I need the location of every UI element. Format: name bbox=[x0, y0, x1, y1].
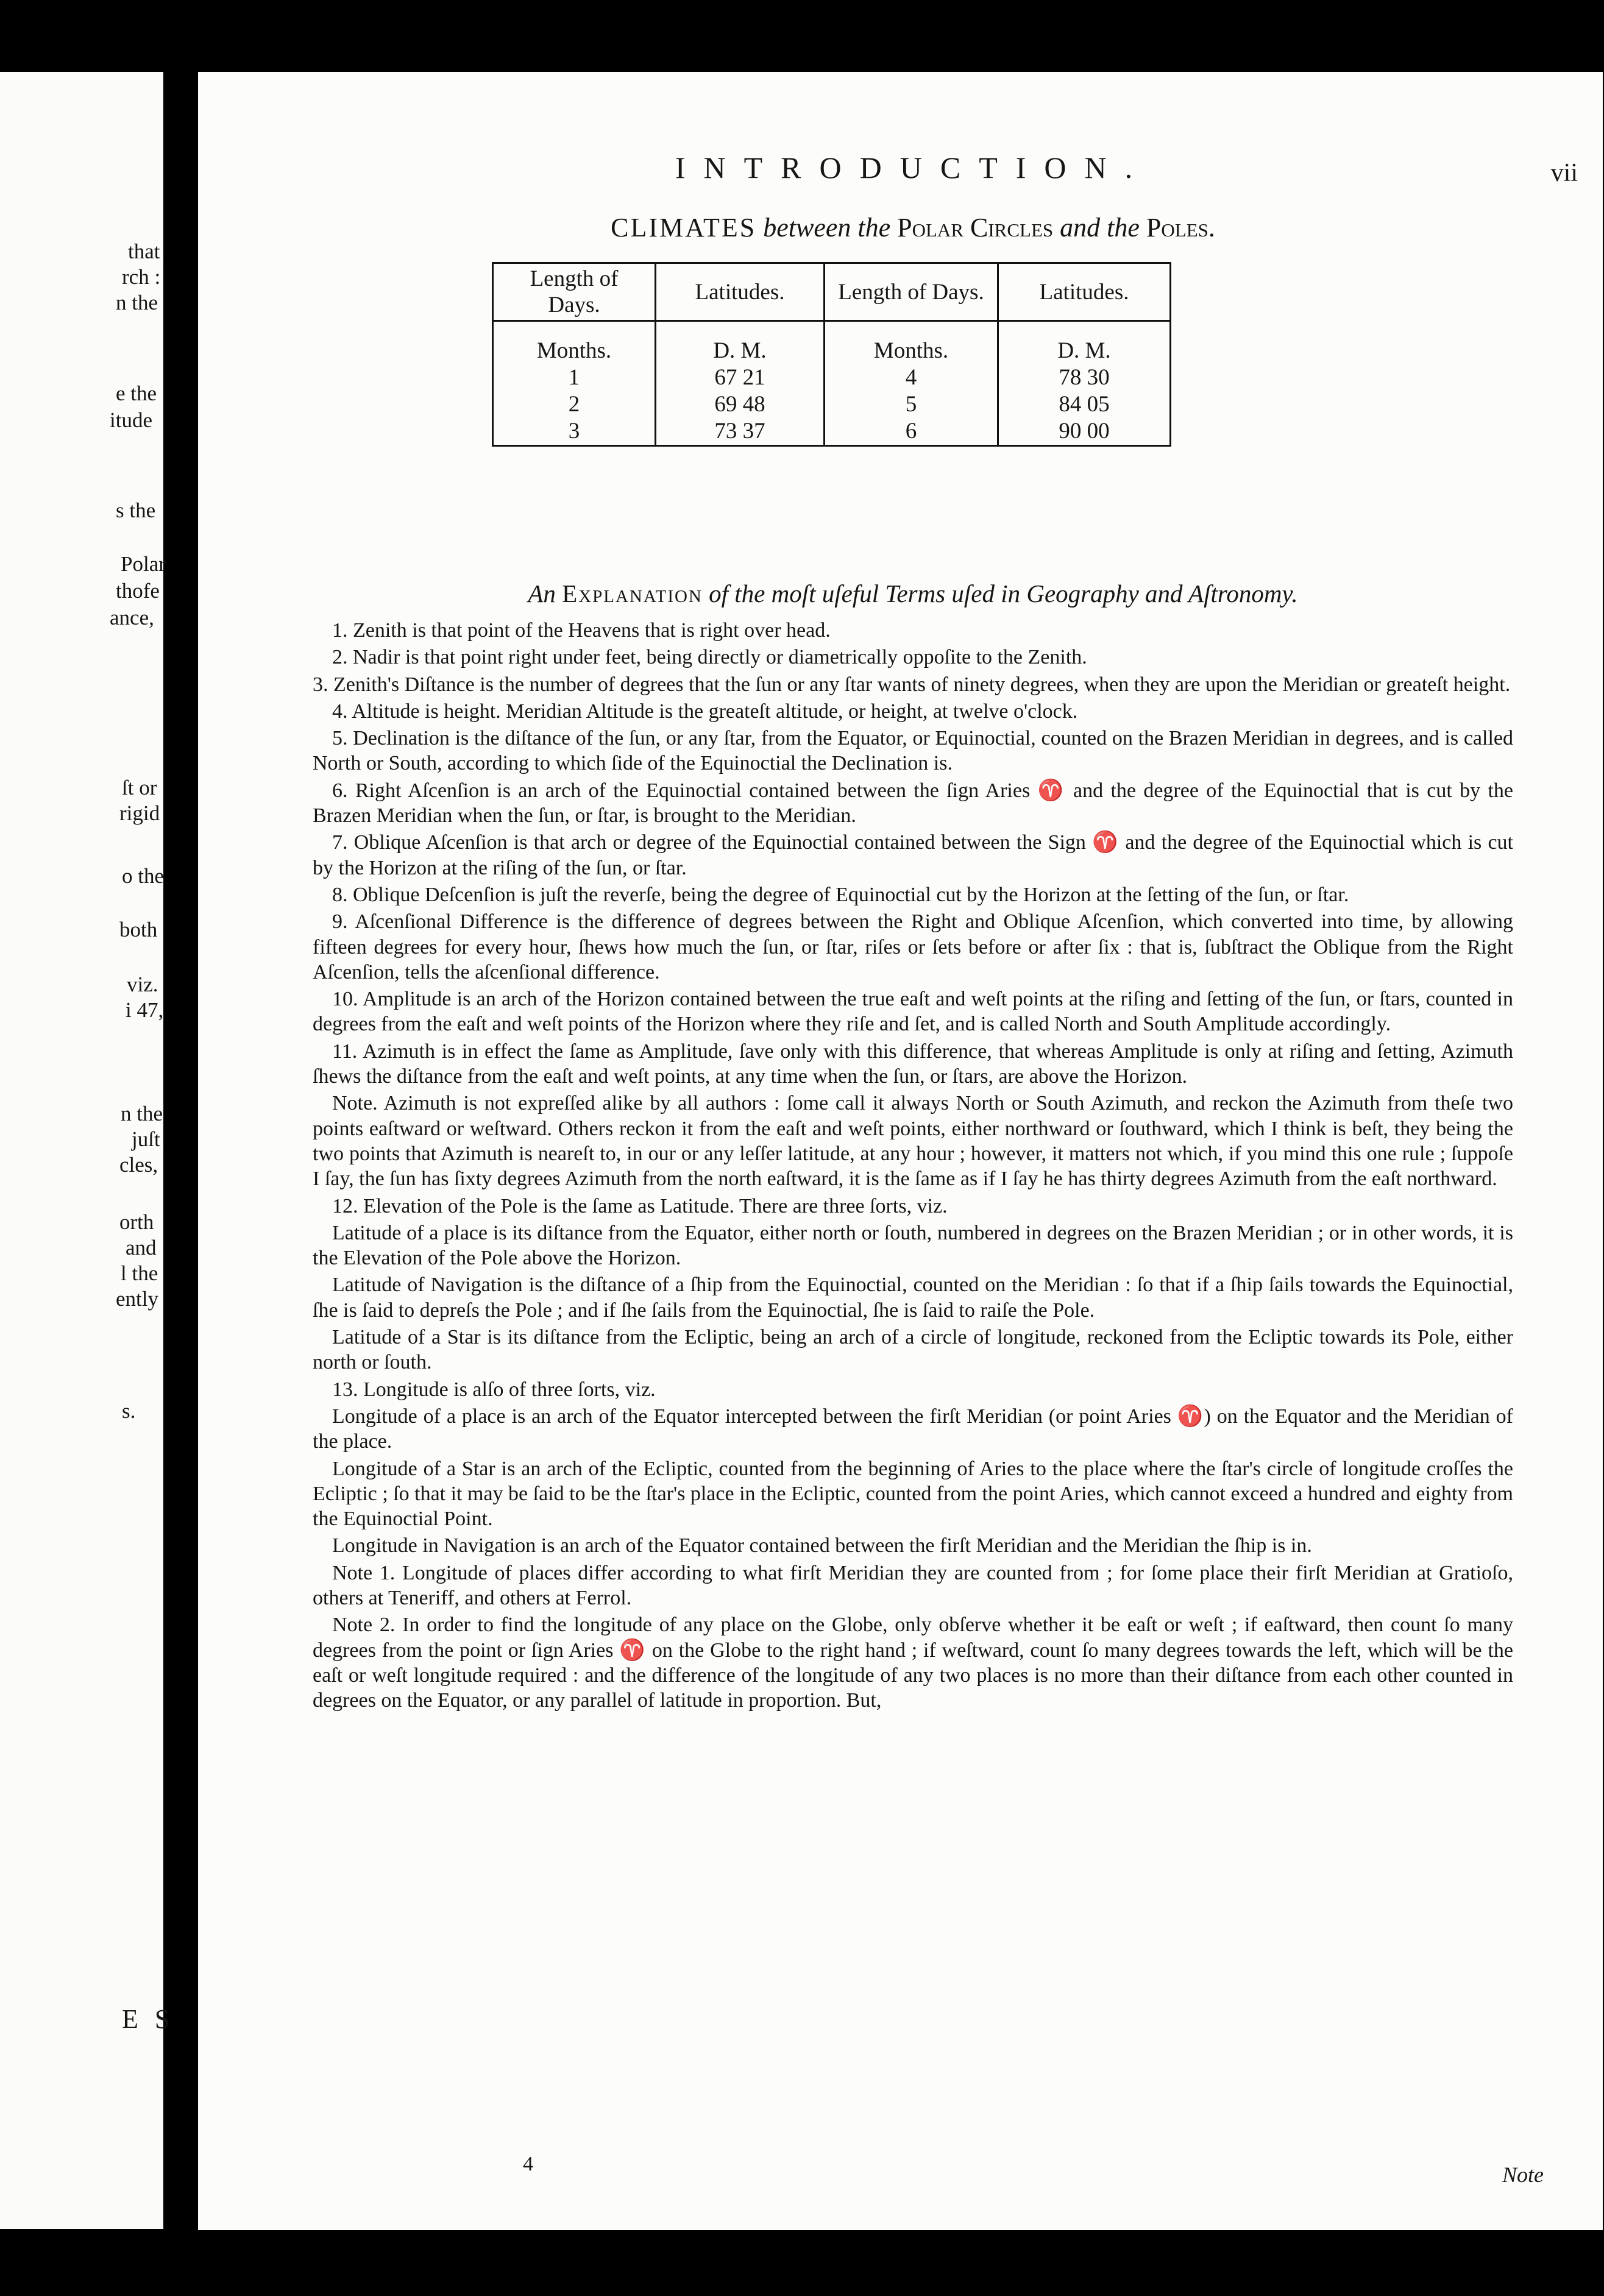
paragraph: 2. Nadir is that point right under feet, being directly or diametrically oppoſite to the Zenith. bbox=[332, 646, 1087, 669]
paragraph: Note 1. Longitude of places differ according to what firſt Meridian they are counted from ; for ſome place their firſt Meridian at Gratioſo, others at Teneriff, and others at Ferrol. bbox=[313, 1561, 1513, 1609]
book-page bbox=[198, 72, 1603, 2230]
table-cell: 78 30 bbox=[998, 364, 1171, 391]
fragment: E S bbox=[122, 2004, 175, 2034]
table-row bbox=[493, 391, 1171, 418]
column-header: Length of Days. bbox=[493, 263, 656, 321]
subheader: D. M. bbox=[656, 321, 825, 365]
subheader: D. M. bbox=[998, 321, 1171, 365]
table-header-row bbox=[493, 263, 1171, 321]
fragment: itude bbox=[110, 408, 152, 432]
paragraph: Longitude in Navigation is an arch of the Equator contained between the firſt Meridian and the Meridian the ſhip is in. bbox=[332, 1534, 1312, 1557]
fragment: rigid bbox=[119, 801, 160, 825]
fragment: n the bbox=[121, 1102, 163, 1125]
caption-lead: CLIMATES bbox=[611, 213, 757, 243]
fragment: s. bbox=[122, 1399, 136, 1423]
paragraph: 7. Oblique Aſcenſion is that arch or degree of the Equinoctial contained between the Sign ♈ and the degree of the Equinoctial which is cut by the Horizon at the riſing of the ſun, or ſtar. bbox=[313, 831, 1513, 879]
caption-italic: and the bbox=[1060, 213, 1140, 243]
paragraph: 4. Altitude is height. Meridian Altitude is the greateſt altitude, or height, at twelve o'clock. bbox=[332, 700, 1078, 723]
table-cell: 1 bbox=[493, 364, 656, 391]
paragraph: Longitude of a Star is an arch of the Ecliptic, counted from the beginning of Aries to the place where the ſtar's circle of longitude croſſes the Ecliptic ; ſo that it may be ſaid to be the ſtar's place in the Ecliptic, counted from the point Aries, which cannot exceed a hundred and eighty from the Equinoctial Point. bbox=[313, 1457, 1513, 1531]
paragraph: 10. Amplitude is an arch of the Horizon contained between the true eaſt and weſt points at the riſing and ſetting of the ſun, or ſtars, counted in degrees from the eaſt and weſt points of the Horizon where they riſe and ſet, and is called North and South Amplitude accordingly. bbox=[313, 988, 1513, 1036]
paragraph: 6. Right Aſcenſion is an arch of the Equinoctial contained between the ſign Aries ♈ and the degree of the Equinoctial that is cut by the Brazen Meridian when the ſun, or ſtar, is brought to the Meridian. bbox=[313, 779, 1513, 827]
subheader: Months. bbox=[825, 321, 998, 365]
table-cell: 90 00 bbox=[998, 418, 1171, 446]
subheader: Months. bbox=[493, 321, 656, 365]
paragraph: Note. Azimuth is not expreſſed alike by all authors : ſome call it always North or South Azimuth, and reckon the Azimuth from theſe two points eaſtward or weſtward. Others reckon it from the eaſt and weſt points, either northward or ſouthward, which I think is beſt, they being the two points that Azimuth is neareſt to, in our or any leſſer latitude, at any hour ; however, it matters not which, if you mind this one rule ; ſuppoſe I ſay, the ſun has ſixty degrees Azimuth from the north eaſtward, it is the ſame as if I ſay he has thirty degrees Azimuth from the eaſt northward. bbox=[313, 1092, 1513, 1191]
table-cell: 67 21 bbox=[656, 364, 825, 391]
fragment: orth bbox=[119, 1210, 154, 1234]
body-text bbox=[313, 618, 1513, 1715]
table-cell: 84 05 bbox=[998, 391, 1171, 418]
catchword: Note bbox=[1502, 2163, 1544, 2187]
facing-page bbox=[0, 72, 175, 2229]
fragment: thofe bbox=[116, 579, 160, 603]
table-cell: 5 bbox=[825, 391, 998, 418]
table-cell: 73 37 bbox=[656, 418, 825, 446]
paragraph: 13. Longitude is alſo of three ſorts, viz. bbox=[332, 1378, 656, 1401]
fragment: i 47, bbox=[126, 998, 164, 1022]
fragment: and bbox=[126, 1236, 157, 1260]
table-row bbox=[493, 418, 1171, 446]
caption-small-caps: Polar Circles bbox=[897, 213, 1054, 243]
fragment: rch : bbox=[122, 265, 161, 289]
paragraph: Latitude of Navigation is the diſtance of a ſhip from the Equinoctial, counted on the Meridian : ſo that if a ſhip ſails towards the Equinoctial, ſhe is ſaid to depreſs the Pole ; and if ſhe ſails from the Equinoctial, ſhe is ſaid to raiſe the Pole. bbox=[313, 1274, 1513, 1322]
paragraph: 8. Oblique Deſcenſion is juſt the reverſe, being the degree of Equinoctial cut by the Horizon at the ſetting of the ſun, or ſtar. bbox=[332, 883, 1349, 906]
paragraph: 12. Elevation of the Pole is the ſame as Latitude. There are three ſorts, viz. bbox=[332, 1194, 948, 1217]
section-heading bbox=[313, 579, 1513, 608]
paragraph: Latitude of a place is its diſtance from the Equator, either north or ſouth, numbered in degrees on the Brazen Meridian ; or in other words, it is the Elevation of the Pole above the Horizon. bbox=[313, 1221, 1513, 1270]
table-subheader-row bbox=[493, 321, 1171, 365]
table-cell: 2 bbox=[493, 391, 656, 418]
fragment: n the bbox=[116, 291, 158, 314]
paragraph: 1. Zenith is that point of the Heavens that is right over head. bbox=[332, 619, 831, 642]
paragraph: 3. Zenith's Diſtance is the number of degrees that the ſun or any ſtar wants of ninety degrees, when they are upon the Meridian or greateſt height. bbox=[313, 673, 1511, 696]
page-number: vii bbox=[1550, 159, 1578, 187]
table-cell: 3 bbox=[493, 418, 656, 446]
caption-italic: between the bbox=[763, 213, 891, 243]
fragment: cles, bbox=[119, 1153, 158, 1177]
table-caption bbox=[313, 212, 1513, 243]
signature-mark: 4 bbox=[523, 2153, 533, 2175]
table-cell: 69 48 bbox=[656, 391, 825, 418]
heading-small-caps: Explanation bbox=[562, 579, 703, 608]
table-cell: 6 bbox=[825, 418, 998, 446]
fragment: s the bbox=[116, 498, 156, 522]
fragment: that bbox=[128, 239, 160, 263]
fragment: juſt bbox=[132, 1127, 160, 1151]
fragment: o the bbox=[122, 864, 165, 888]
column-header: Length of Days. bbox=[825, 263, 998, 321]
paragraph: 5. Declination is the diſtance of the ſun, or any ſtar, from the Equator, or Equinoctial, counted on the Brazen Meridian in degrees, and is called North or South, according to which ſide of the Equinoctial the Declination is. bbox=[313, 727, 1513, 775]
fragment: Polar bbox=[121, 552, 166, 576]
paragraph: 11. Azimuth is in effect the ſame as Amplitude, ſave only with this difference, that whereas Amplitude is only at riſing and ſetting, Azimuth ſhews the diſtance from the eaſt and weſt points, at any time when the ſun, or ſtars, are above the Horizon. bbox=[313, 1040, 1513, 1088]
table-row bbox=[493, 364, 1171, 391]
heading-part: An bbox=[528, 579, 556, 608]
paragraph: Note 2. In order to find the longitude of any place on the Globe, only obſerve whether it be eaſt or weſt ; if eaſtward, then count ſo many degrees from the point or ſign Aries ♈ on the Globe to the right hand ; if weſtward, count ſo many degrees towards the left, which will be the eaſt or weſt longitude required : and the difference of the longitude of any two places is no more than their diſtance from each other counted in degrees on the Equator, or any parallel of latitude in proportion. But, bbox=[313, 1614, 1513, 1712]
paragraph: 9. Aſcenſional Difference is the difference of degrees between the Right and Oblique Aſcenſion, which converted into time, by allowing fifteen degrees for every hour, ſhews how much the ſun, or ſtar, riſes or ſets before or after ſix : that is, ſubſtract the Oblique from the Right Aſcenſion, tells the aſcenſional difference. bbox=[313, 910, 1513, 983]
caption-small-caps: Poles. bbox=[1146, 213, 1215, 243]
paragraph: Latitude of a Star is its diſtance from the Ecliptic, being an arch of a circle of longitude, reckoned from the Ecliptic towards its Pole, either north or ſouth. bbox=[313, 1326, 1513, 1374]
fragment: ſt or bbox=[122, 776, 157, 799]
fragment: l the bbox=[121, 1261, 158, 1285]
fragment: ently bbox=[116, 1287, 158, 1311]
paragraph: Longitude of a place is an arch of the Equator intercepted between the firſt Meridian (or point Aries ♈) on the Equator and the Meridian of the place. bbox=[313, 1405, 1513, 1453]
heading-part: of the moſt uſeful Terms uſed in Geography and Aſtronomy. bbox=[709, 579, 1298, 608]
fragment: ance, bbox=[110, 606, 154, 629]
table-cell: 4 bbox=[825, 364, 998, 391]
column-header: Latitudes. bbox=[656, 263, 825, 321]
running-head: INTRODUCTION. bbox=[675, 151, 1151, 185]
fragment: both bbox=[119, 918, 158, 941]
fragment: e the bbox=[116, 381, 157, 405]
column-header: Latitudes. bbox=[998, 263, 1171, 321]
climates-table bbox=[492, 262, 1171, 447]
fragment: viz. bbox=[127, 973, 158, 996]
